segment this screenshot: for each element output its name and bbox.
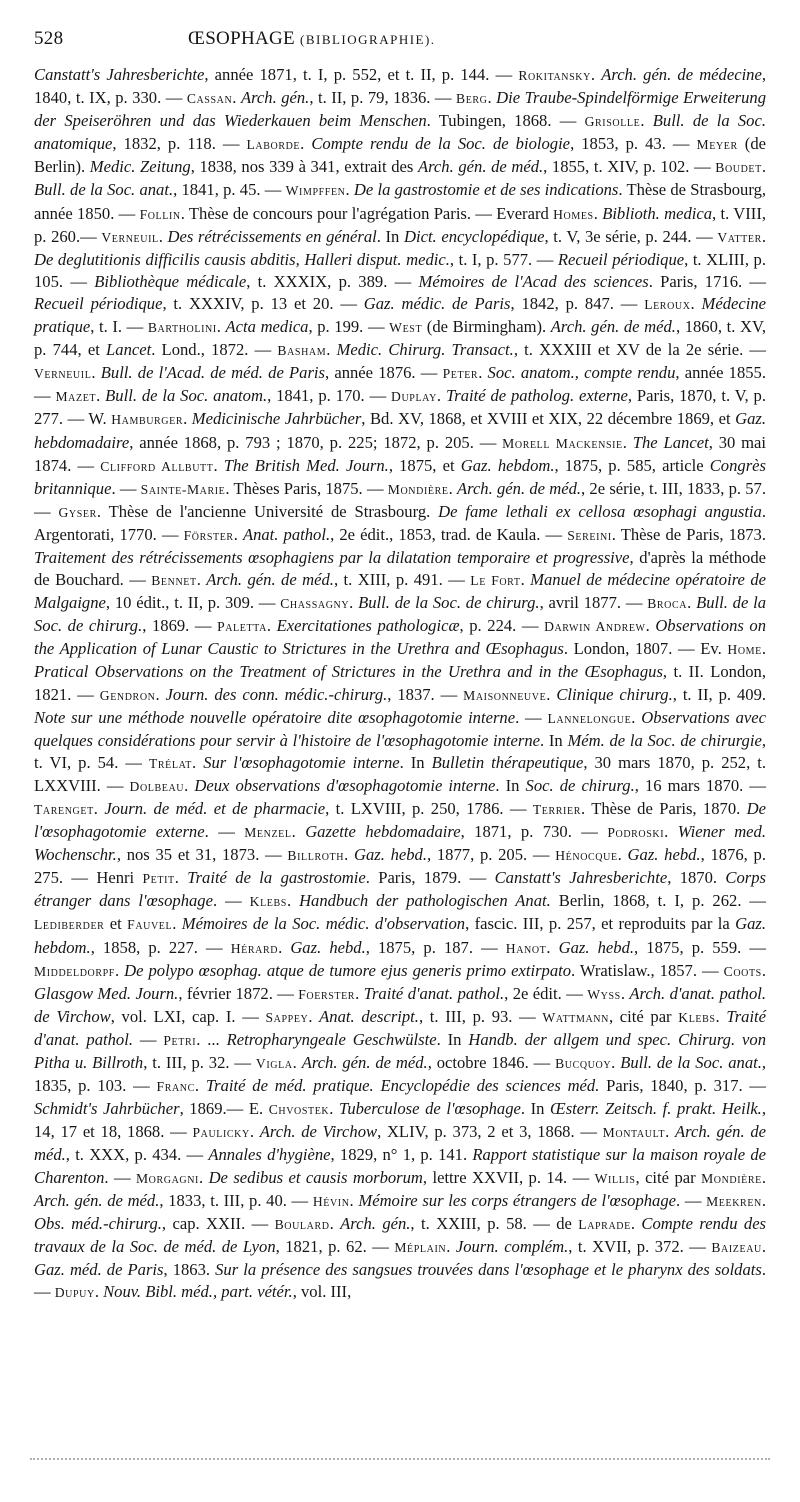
running-title-subtitle: (BIBLIOGRAPHIE). (299, 32, 436, 47)
bibliography-text: Canstatt's Jahresberichte, année 1871, t. I, p. 552, et t. II, p. 144. — Rokitansky. Arch. gén. de médecine, 1840, t. IX, p. 330. — Cassan. Arch. gén., t. II, p. 79, 1836. — Berg. Die Traube-Spindelförmige Erweiterung der Speiseröhren und das Wiederkauen beim Menschen. Tubingen, 1868. — Grisolle. Bull. de la Soc. anatomique, 1832, p. 118. — Laborde. Compte rendu de la Soc. de biologie, 1853, p. 43. — Meyer (de Berlin). Medic. Zeitung, 1838, nos 339 à 341, extrait des Arch. gén. de méd., 1855, t. XIV, p. 102. — Boudet. Bull. de la Soc. anat., 1841, p. 45. — Wimpffen. De la gastrostomie et de ses indications. Thèse de Strasbourg, année 1850. — Follin. Thèse de concours pour l'agrégation Paris. — Everard Homes. Biblioth. medica, t. VIII, p. 260.— Verneuil. Des rétrécissements en général. In Dict. encyclopédique, t. V, 3e série, p. 244. — Vatter. De deglutitionis difficilis causis abditis, Halleri disput. medic., t. I, p. 577. — Recueil périodique, t. XLIII, p. 105. — Bibliothèque médicale, t. XXXIX, p. 389. — Mémoires de l'Acad des sciences. Paris, 1716. — Recueil périodique, t. XXXIV, p. 13 et 20. — Gaz. médic. de Paris, 1842, p. 847. — Leroux. Médecine pratique, t. I. — Bartholini. Acta medica, p. 199. — West (de Birmingham). Arch. gén. de méd., 1860, t. XV, p. 744, et Lancet. Lond., 1872. — Basham. Medic. Chirurg. Transact., t. XXXIII et XV de la 2e série. — Verneuil. Bull. de l'Acad. de méd. de Paris, année 1876. — Peter. Soc. anatom., compte rendu, année 1855. — Mazet. Bull. de la Soc. anatom., 1841, p. 170. — Duplay. Traité de patholog. externe, Paris, 1870, t. V, p. 277. — W. Hamburger. Medicinische Jahrbücher, Bd. XV, 1868, et XVIII et XIX, 22 décembre 1869, et Gaz. hebdomadaire, année 1868, p. 793 ; 1870, p. 225; 1872, p. 205. — Morell Mackensie. The Lancet, 30 mai 1874. — Clifford Allbutt. The British Med. Journ., 1875, et Gaz. hebdom., 1875, p. 585, article Congrès britannique. — Sainte-Marie. Thèses Paris, 1875. — Mondière. Arch. gén. de méd., 2e série, t. III, 1833, p. 57. — Gyser. Thèse de l'ancienne Université de Strasbourg. De fame lethali ex cellosa œsophagi angustia. Argentorati, 1770. — Förster. Anat. pathol., 2e édit., 1853, trad. de Kaula. — Sereini. Thèse de Paris, 1873. Traitement des rétrécissements œsophagiens par la dilatation temporaire et progressive, d'après la méthode de Bouchard. — Bennet. Arch. gén. de méd., t. XIII, p. 491. — Le Fort. Manuel de médecine opératoire de Malgaigne, 10 édit., t. II, p. 309. — Chassagny. Bull. de la Soc. de chirurg., avril 1877. — Broca. Bull. de la Soc. de chirurg., 1869. — Paletta. Exercitationes pathologicæ, p. 224. — Darwin Andrew. Observations on the Application of Lunar Caustic to Strictures in the Urethra and Œsophagus. London, 1807. — Ev. Home. Pratical Observations on the Treatment of Strictures in the Urethra and in the Œsophagus, t. II. London, 1821. — Gendron. Journ. des conn. médic.-chirurg., 1837. — Maisonneuve. Clinique chirurg., t. II, p. 409. Note sur une méthode nouvelle opératoire dite œsophagotomie interne. — Lannelongue. Observations avec quelques considérations pour servir à l'histoire de l'œsophagotomie interne. In Mém. de la Soc. de chirurgie, t. VI, p. 54. — Trélat. Sur l'œsophagotomie interne. In Bulletin thérapeutique, 30 mars 1870, p. 252, t. LXXVIII. — Dolbeau. Deux observations d'œsophagotomie interne. In Soc. de chirurg., 16 mars 1870. — Tarenget. Journ. de méd. et de pharmacie, t. LXVIII, p. 250, 1786. — Terrier. Thèse de Paris, 1870. De l'œsophagotomie externe. — Menzel. Gazette hebdomadaire, 1871, p. 730. — Podroski. Wiener med. Wochenschr., nos 35 et 31, 1873. — Billroth. Gaz. hebd., 1877, p. 205. — Hénocque. Gaz. hebd., 1876, p. 275. — Henri Petit. Traité de la gastrostomie. Paris, 1879. — Canstatt's Jahresberichte, 1870. Corps étranger dans l'œsophage. — Klebs. Handbuch der pathologischen Anat. Berlin, 1868, t. I, p. 262. — Lediberder et Fauvel. Mémoires de la Soc. médic. d'observation, fascic. III, p. 257, et reproduits par la Gaz. hebdom., 1858, p. 227. — Hérard. Gaz. hebd., 1875, p. 187. — Hanot. Gaz. hebd., 1875, p. 559. — Middeldorpf. De polypo œsophag. atque de tumore ejus generis primo extirpato. Wratislaw., 1857. — Coots. Glasgow Med. Journ., février 1872. — Foerster. Traité d'anat. pathol., 2e édit. — Wyss. Arch. d'anat. pathol. de Virchow, vol. LXI, cap. I. — Sappey. Anat. descript., t. III, p. 93. — Wattmann, cité par Klebs. Traité d'anat. pathol. — Petri. ... Retropharyngeale Geschwülste. In Handb. der allgem und spec. Chirurg. von Pitha u. Billroth, t. III, p. 32. — Vigla. Arch. gén. de méd., octobre 1846. — Bucquoy. Bull. de la Soc. anat., 1835, p. 103. — Franc. Traité de méd. pratique. Encyclopédie des sciences méd. Paris, 1840, p. 317. — Schmidt's Jahrbücher, 1869.— E. Chvostek. Tuberculose de l'œsophage. In Œsterr. Zeitsch. f. prakt. Heilk., 14, 17 et 18, 1868. — Paulicky. Arch. de Virchow, XLIV, p. 373, 2 et 3, 1868. — Montault. Arch. gén. de méd., t. XXX, p. 434. — Annales d'hygiène, 1829, n° 1, p. 141. Rapport statistique sur la maison royale de Charenton. — Morgagni. De sedibus et causis morborum, lettre XXVII, p. 14. — Willis, cité par Mondière. Arch. gén. de méd., 1833, t. III, p. 40. — Hévin. Mémoire sur les corps étrangers de l'œsophage. — Meekren. Obs. méd.-chirurg., cap. XXII. — Boulard. Arch. gén., t. XXIII, p. 58. — de Laprade. Compte rendu des travaux de la Soc. de méd. de Lyon, 1821, p. 62. — Méplain. Journ. complém., t. XVII, p. 372. — Baizeau. Gaz. méd. de Paris, 1863. Sur la présence des sangsues trouvées dans l'œsophage et le pharynx des soldats. — Dupuy. Nouv. Bibl. méd., part. vétér., vol. III, (34, 65, 767, 1301)
running-title-main: ŒSOPHAGE (188, 28, 295, 49)
running-head (34, 28, 766, 58)
running-title (188, 28, 436, 50)
page (34, 28, 766, 1304)
page-number: 528 (34, 28, 64, 49)
bottom-dotted-rule (30, 1458, 770, 1460)
